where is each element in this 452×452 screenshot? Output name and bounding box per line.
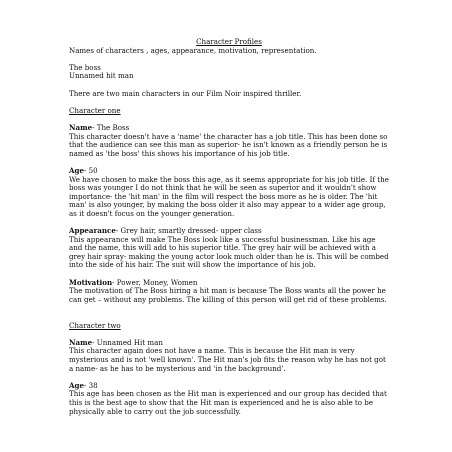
c1-appearance-value: - Grey hair, smartly dressed- upper class <box>115 226 262 236</box>
c1-motivation-value: - Power, Money, Women <box>112 277 198 287</box>
c2-age-text: This age has been chosen as the Hit man is experienced and our group has decided that this is the best age to show that the Hit man is experienced and he is also able to be physically able to carry out the job successfully. <box>69 389 387 416</box>
spacer <box>69 373 389 382</box>
c2-age-label: Age <box>69 380 84 390</box>
spacer <box>69 55 389 64</box>
c1-motivation-label: Motivation <box>69 277 113 287</box>
character-one-heading: Character one <box>69 105 121 115</box>
spacer <box>69 158 389 167</box>
document-body <box>69 38 389 416</box>
c1-age-text: We have chosen to make the boss this age, as it seems appropriate for his job title. If the boss was younger I do not think that he will be seen as superior and it wouldn't show importance- the 'hit man' in the film will respect the boss more as he is older. The 'hit man' is also younger, by making the boss older it also may appear to a wider age group, as it doesn't focus on the younger generation. <box>69 174 389 218</box>
summary-line: There are two main characters in our Film Noir inspired thriller. <box>69 88 302 98</box>
spacer <box>69 304 389 313</box>
c1-name-value: - The Boss <box>92 122 130 132</box>
c2-name-value: - Unnamed Hit man <box>92 337 163 347</box>
c1-motivation-text: The motivation of The Boss hiring a hit man is because The Boss wants all the power he can get – without any problems. The killing of this person will get rid of these problems. <box>69 286 387 304</box>
c1-name-label: Name <box>69 122 93 132</box>
c2-name-label: Name <box>69 337 93 347</box>
character-name-1: The boss <box>69 62 101 72</box>
c2-name-text: This character again does not have a name. This is because the Hit man is very mysterious and is not 'well known'. The Hit man's job fits the reason why he has not got a name- as he has to be mysterious and 'in the background'. <box>69 346 386 373</box>
c1-appearance-label: Appearance <box>69 226 116 236</box>
c1-age-value: - 50 <box>83 165 98 175</box>
c1-age-label: Age <box>69 165 84 175</box>
c1-appearance-text: This appearance will make The Boss look like a successful businessman. Like his age and the name, this will add to his superior title. The grey hair will be achieved with a grey hair spray- making the young actor look much older than he is. This will be combed into the side of his hair. The suit will show the importance of his job. <box>69 234 389 270</box>
document-title: Character Profiles <box>196 37 262 46</box>
character-two-heading: Character two <box>69 320 121 330</box>
c1-name-text: This character doesn't have a 'name' the character has a job title. This has been done so that the audience can see this man as superior- he isn't known as a friendly person he is named as 'the boss' this shows his importance of his job title. <box>69 131 388 158</box>
c2-age-value: - 38 <box>83 380 98 390</box>
intro-line: Names of characters , ages, appearance, motivation, representation. <box>69 45 317 55</box>
character-name-2: Unnamed hit man <box>69 71 134 81</box>
